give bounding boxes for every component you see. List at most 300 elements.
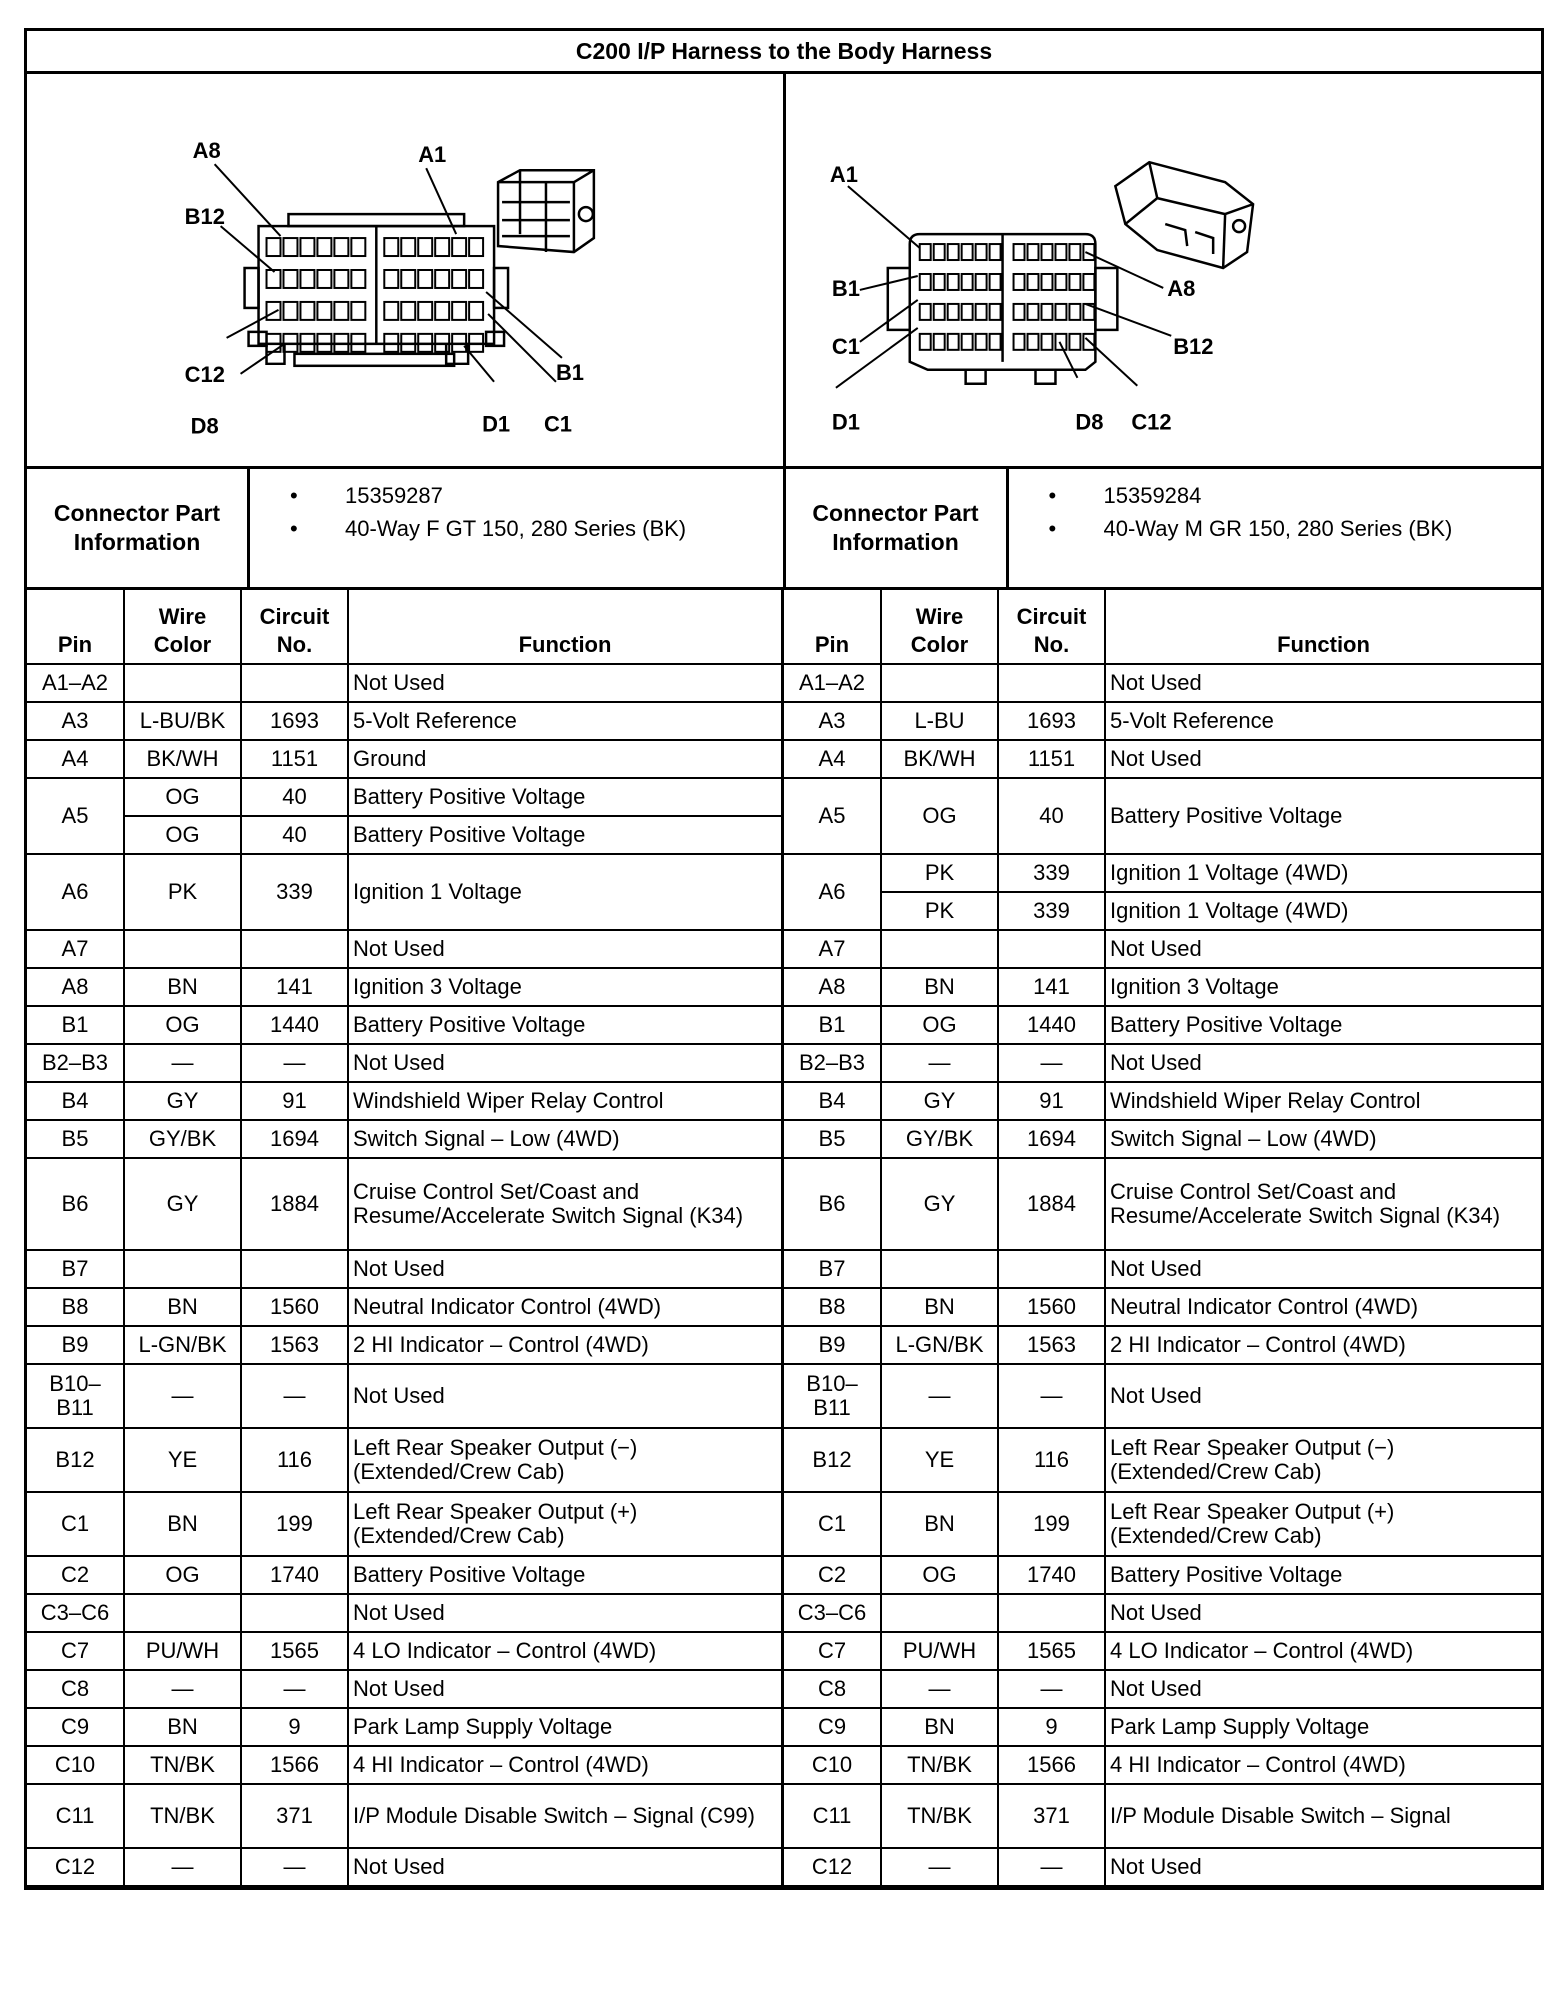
cell-circuit-no: 9 [998, 1708, 1105, 1746]
cell-wire-color [881, 1594, 998, 1632]
cell-wire-color: PK [881, 854, 998, 892]
pin-cavity [283, 270, 297, 288]
table-row [27, 816, 783, 854]
table-row [27, 740, 783, 778]
pin-cavity [452, 270, 466, 288]
cell-wire-color: — [124, 1670, 241, 1708]
pin-cavity [989, 334, 1000, 350]
pinout-tables [27, 590, 1541, 1887]
cell-circuit-no: 1560 [998, 1288, 1105, 1326]
pin-cavity [1013, 334, 1024, 350]
connector-info-row [27, 469, 1541, 590]
header-wire-color: Wire Color [881, 590, 998, 664]
table-row [27, 702, 783, 740]
pin-label-d1: D1 [482, 411, 511, 437]
cell-circuit-no: 1151 [998, 740, 1105, 778]
table-row [784, 702, 1541, 740]
pin-cavity [1013, 244, 1024, 260]
cell-pin: B6 [27, 1158, 124, 1250]
left-pinout-table [27, 590, 784, 1887]
pin-cavity [947, 304, 958, 320]
pin-cavity [334, 238, 348, 256]
cell-wire-color: GY/BK [124, 1120, 241, 1158]
cell-circuit-no [241, 1250, 348, 1288]
pin-cavity [1027, 334, 1038, 350]
cell-pin: C10 [27, 1746, 124, 1784]
cell-circuit-no: — [241, 1670, 348, 1708]
cell-pin: C11 [784, 1784, 881, 1848]
table-row [27, 664, 783, 702]
cell-wire-color: OG [124, 778, 241, 816]
cell-circuit-no: 1566 [998, 1746, 1105, 1784]
pin-cavity [469, 238, 483, 256]
table-row [27, 778, 783, 816]
pin-cavity [384, 238, 398, 256]
table-row [784, 854, 1541, 892]
table-row [784, 1120, 1541, 1158]
cell-function: I/P Module Disable Switch – Signal (C99) [348, 1784, 783, 1848]
cell-circuit-no: 199 [241, 1492, 348, 1556]
cell-circuit-no: 9 [241, 1708, 348, 1746]
right-connector-info [786, 469, 1542, 587]
cell-function: Not Used [348, 930, 783, 968]
pin-label-c12: C12 [184, 361, 225, 387]
pin-cavity [334, 302, 348, 320]
cell-circuit-no: 141 [241, 968, 348, 1006]
cell-circuit-no: 339 [998, 854, 1105, 892]
table-row [784, 740, 1541, 778]
cell-pin: A8 [27, 968, 124, 1006]
pin-label-a1: A1 [418, 142, 447, 168]
cell-wire-color: OG [881, 778, 998, 854]
table-row [27, 1784, 783, 1848]
cell-pin: C9 [27, 1708, 124, 1746]
connector-3d-view [1115, 162, 1253, 268]
pin-cavity [961, 304, 972, 320]
cell-wire-color [881, 930, 998, 968]
pin-cavity [919, 244, 930, 260]
pin-cavity [947, 244, 958, 260]
cell-wire-color [881, 664, 998, 702]
cell-function: Battery Positive Voltage [1105, 1556, 1541, 1594]
cell-pin: B8 [27, 1288, 124, 1326]
diagram-row [27, 74, 1541, 469]
cell-function: Ignition 1 Voltage (4WD) [1105, 892, 1541, 930]
pin-cavity [989, 274, 1000, 290]
cell-pin: A1–A2 [27, 664, 124, 702]
cell-wire-color: TN/BK [881, 1784, 998, 1848]
cell-function: Not Used [1105, 664, 1541, 702]
cell-circuit-no: — [998, 1848, 1105, 1886]
table-row [27, 1746, 783, 1784]
cell-circuit-no: 91 [998, 1082, 1105, 1120]
cell-wire-color: GY/BK [881, 1120, 998, 1158]
cell-pin: C8 [27, 1670, 124, 1708]
cell-function: 2 HI Indicator – Control (4WD) [348, 1326, 783, 1364]
pin-cavity [452, 302, 466, 320]
pin-cavity [317, 270, 331, 288]
cell-circuit-no [998, 1250, 1105, 1288]
table-row [27, 1082, 783, 1120]
table-row [27, 1044, 783, 1082]
pin-label-b1: B1 [555, 359, 584, 385]
table-row [27, 1848, 783, 1886]
table-row [784, 1250, 1541, 1288]
pin-cavity [961, 274, 972, 290]
cell-wire-color: L-BU [881, 702, 998, 740]
pin-cavity [452, 238, 466, 256]
cell-wire-color: BN [881, 968, 998, 1006]
cell-function: Left Rear Speaker Output (+) (Extended/Crew Cab) [348, 1492, 783, 1556]
connector-sheet [24, 28, 1544, 1890]
pin-cavity [469, 302, 483, 320]
table-row [27, 1492, 783, 1556]
cell-wire-color: GY [124, 1082, 241, 1120]
pin-cavity [975, 304, 986, 320]
table-row [27, 1708, 783, 1746]
table-row [27, 1326, 783, 1364]
cell-circuit-no [241, 664, 348, 702]
cell-function: Windshield Wiper Relay Control [1105, 1082, 1541, 1120]
cell-wire-color: — [881, 1670, 998, 1708]
cell-wire-color: OG [124, 816, 241, 854]
header-function: Function [1105, 590, 1541, 664]
cell-function: 4 HI Indicator – Control (4WD) [348, 1746, 783, 1784]
cell-circuit-no: 1565 [241, 1632, 348, 1670]
pin-cavity [1027, 304, 1038, 320]
cell-circuit-no [241, 930, 348, 968]
pin-cavity [1027, 244, 1038, 260]
cell-circuit-no: 1566 [241, 1746, 348, 1784]
pin-cavity [1069, 244, 1080, 260]
cell-pin: C7 [27, 1632, 124, 1670]
left-connector-info [27, 469, 786, 587]
cell-function: Cruise Control Set/Coast and Resume/Accelerate Switch Signal (K34) [348, 1158, 783, 1250]
pin-cavity [975, 334, 986, 350]
header-function: Function [348, 590, 783, 664]
pin-cavity [469, 270, 483, 288]
pin-cavity [317, 302, 331, 320]
table-row [27, 1250, 783, 1288]
cell-circuit-no [241, 1594, 348, 1632]
cell-circuit-no: 1884 [998, 1158, 1105, 1250]
female-connector-drawing [27, 74, 783, 466]
cell-circuit-no: 1440 [998, 1006, 1105, 1044]
cell-function: Not Used [1105, 1250, 1541, 1288]
cell-wire-color: BK/WH [881, 740, 998, 778]
cell-pin: B10–B11 [784, 1364, 881, 1428]
pin-cavity [435, 302, 449, 320]
cell-function: 4 LO Indicator – Control (4WD) [1105, 1632, 1541, 1670]
table-row [27, 1158, 783, 1250]
header-pin: Pin [784, 590, 881, 664]
pin-cavity [1041, 274, 1052, 290]
pin-cavity [1083, 274, 1094, 290]
cell-wire-color: — [124, 1848, 241, 1886]
cell-function: Not Used [348, 1670, 783, 1708]
pin-label-a8: A8 [1166, 275, 1195, 301]
right-connector-diagram [786, 74, 1542, 466]
cell-wire-color [124, 664, 241, 702]
header-circuit-no: Circuit No. [241, 590, 348, 664]
cell-pin: C2 [27, 1556, 124, 1594]
table-row [784, 1708, 1541, 1746]
table-row [784, 968, 1541, 1006]
cell-pin: B6 [784, 1158, 881, 1250]
cell-function: Not Used [1105, 1044, 1541, 1082]
pin-label-c12: C12 [1130, 409, 1172, 435]
table-row [784, 1670, 1541, 1708]
cell-circuit-no: 1884 [241, 1158, 348, 1250]
pin-cavity [1069, 304, 1080, 320]
table-row [784, 1006, 1541, 1044]
cell-pin: C1 [784, 1492, 881, 1556]
cell-wire-color: OG [124, 1006, 241, 1044]
pin-cavity [933, 304, 944, 320]
pin-cavity [401, 270, 415, 288]
cell-circuit-no: 339 [241, 854, 348, 930]
cell-function: Not Used [348, 664, 783, 702]
pin-cavity [401, 302, 415, 320]
table-row [784, 664, 1541, 702]
pin-cavity [919, 274, 930, 290]
cell-wire-color: GY [881, 1082, 998, 1120]
pin-label-d8: D8 [1074, 409, 1103, 435]
cell-function: Not Used [348, 1044, 783, 1082]
left-connector-diagram [27, 74, 786, 466]
cell-pin: B2–B3 [784, 1044, 881, 1082]
cell-function: Ignition 1 Voltage [348, 854, 783, 930]
cell-function: Cruise Control Set/Coast and Resume/Accelerate Switch Signal (K34) [1105, 1158, 1541, 1250]
cell-pin: C8 [784, 1670, 881, 1708]
cell-wire-color: PU/WH [124, 1632, 241, 1670]
cell-wire-color: BN [881, 1708, 998, 1746]
cell-wire-color: BN [124, 1492, 241, 1556]
cell-wire-color: PK [124, 854, 241, 930]
cell-circuit-no: 1740 [998, 1556, 1105, 1594]
table-row [784, 1288, 1541, 1326]
cell-wire-color: — [881, 1848, 998, 1886]
cell-function: Left Rear Speaker Output (−) (Extended/Crew Cab) [348, 1428, 783, 1492]
cell-pin: C1 [27, 1492, 124, 1556]
cell-pin: A4 [27, 740, 124, 778]
table-row [27, 1594, 783, 1632]
pin-cavity [1083, 244, 1094, 260]
cell-pin: A3 [784, 702, 881, 740]
pin-cavity [1041, 334, 1052, 350]
cell-function: Ignition 1 Voltage (4WD) [1105, 854, 1541, 892]
cell-wire-color: — [124, 1044, 241, 1082]
cell-function: Battery Positive Voltage [348, 1006, 783, 1044]
pin-cavity [1027, 274, 1038, 290]
pin-label-a8: A8 [192, 138, 221, 164]
connector-3d-view [498, 170, 594, 252]
cell-wire-color: GY [124, 1158, 241, 1250]
cell-pin: B1 [27, 1006, 124, 1044]
cell-function: Battery Positive Voltage [348, 1556, 783, 1594]
cell-pin: A7 [784, 930, 881, 968]
pin-cavity [351, 238, 365, 256]
table-row [27, 1670, 783, 1708]
cell-function: 4 HI Indicator – Control (4WD) [1105, 1746, 1541, 1784]
cell-function: Ignition 3 Voltage [348, 968, 783, 1006]
cell-wire-color: PK [881, 892, 998, 930]
cell-function: Ground [348, 740, 783, 778]
cell-circuit-no: — [998, 1670, 1105, 1708]
cell-pin: A3 [27, 702, 124, 740]
cell-circuit-no: 1560 [241, 1288, 348, 1326]
pin-cavity [418, 302, 432, 320]
cell-pin: C12 [784, 1848, 881, 1886]
cell-wire-color: BN [881, 1492, 998, 1556]
cell-circuit-no: 40 [241, 816, 348, 854]
cell-circuit-no: 1563 [241, 1326, 348, 1364]
cell-pin: A6 [784, 854, 881, 930]
cell-circuit-no: 40 [241, 778, 348, 816]
cell-function: Not Used [1105, 930, 1541, 968]
table-row [27, 968, 783, 1006]
pin-label-d1: D1 [831, 409, 860, 435]
pin-cavity [300, 270, 314, 288]
cell-circuit-no: — [241, 1044, 348, 1082]
cell-pin: B5 [784, 1120, 881, 1158]
cell-wire-color [124, 1250, 241, 1288]
table-row [784, 930, 1541, 968]
pin-cavity [947, 274, 958, 290]
cell-function: Battery Positive Voltage [348, 778, 783, 816]
cell-pin: B9 [27, 1326, 124, 1364]
connector-info-list [250, 469, 783, 587]
cell-wire-color: — [124, 1364, 241, 1428]
table-row [784, 1044, 1541, 1082]
cell-circuit-no [998, 930, 1105, 968]
cell-function: Switch Signal – Low (4WD) [1105, 1120, 1541, 1158]
cell-pin: A8 [784, 968, 881, 1006]
connector-info-label: Connector Part Information [27, 469, 250, 587]
cell-wire-color: OG [881, 1556, 998, 1594]
pin-cavity [1041, 244, 1052, 260]
connector-description: • 40-Way M GR 150, 280 Series (BK) [1049, 512, 1542, 545]
table-row [784, 1848, 1541, 1886]
cell-circuit-no: 1440 [241, 1006, 348, 1044]
cell-function: Neutral Indicator Control (4WD) [1105, 1288, 1541, 1326]
cell-function: I/P Module Disable Switch – Signal [1105, 1784, 1541, 1848]
cell-pin: C10 [784, 1746, 881, 1784]
cell-pin: C11 [27, 1784, 124, 1848]
cell-function: Battery Positive Voltage [348, 816, 783, 854]
table-row [784, 1784, 1541, 1848]
cell-pin: A7 [27, 930, 124, 968]
pin-cavity [334, 270, 348, 288]
cell-circuit-no: 40 [998, 778, 1105, 854]
cell-wire-color: OG [881, 1006, 998, 1044]
pin-cavity [267, 238, 281, 256]
cell-circuit-no: 1151 [241, 740, 348, 778]
cell-pin: C7 [784, 1632, 881, 1670]
cell-pin: C3–C6 [27, 1594, 124, 1632]
pin-label-c1: C1 [831, 333, 860, 359]
cell-function: Not Used [348, 1250, 783, 1288]
pin-cavity [919, 304, 930, 320]
pin-label-d8: D8 [190, 413, 219, 439]
cell-pin: A1–A2 [784, 664, 881, 702]
cell-pin: B2–B3 [27, 1044, 124, 1082]
cell-pin: B1 [784, 1006, 881, 1044]
table-row [784, 1428, 1541, 1492]
cell-function: 5-Volt Reference [348, 702, 783, 740]
cell-function: Battery Positive Voltage [1105, 1006, 1541, 1044]
pin-cavity [1041, 304, 1052, 320]
cell-wire-color [124, 1594, 241, 1632]
table-row [27, 1120, 783, 1158]
pin-cavity [267, 270, 281, 288]
cell-circuit-no: — [241, 1848, 348, 1886]
pin-label-b12: B12 [184, 204, 225, 230]
connector-info-label: Connector Part Information [786, 469, 1009, 587]
table-row [784, 1158, 1541, 1250]
cell-function: Not Used [348, 1594, 783, 1632]
table-row [27, 1632, 783, 1670]
cell-pin: B7 [784, 1250, 881, 1288]
part-number: • 15359287 [290, 479, 783, 512]
cell-circuit-no: — [998, 1044, 1105, 1082]
table-row [784, 1492, 1541, 1556]
cell-circuit-no: 116 [998, 1428, 1105, 1492]
cell-circuit-no: 1563 [998, 1326, 1105, 1364]
pin-cavity [384, 270, 398, 288]
cell-wire-color: BN [124, 1708, 241, 1746]
cell-function: Not Used [1105, 740, 1541, 778]
pin-label-b1: B1 [831, 275, 860, 301]
cell-pin: B4 [784, 1082, 881, 1120]
pin-cavity [1013, 274, 1024, 290]
cell-circuit-no: 371 [241, 1784, 348, 1848]
table-row [784, 1364, 1541, 1428]
cell-wire-color: OG [124, 1556, 241, 1594]
cell-function: Left Rear Speaker Output (+) (Extended/Crew Cab) [1105, 1492, 1541, 1556]
pin-cavity [933, 334, 944, 350]
cell-circuit-no: 1693 [998, 702, 1105, 740]
pin-cavity [919, 334, 930, 350]
pin-cavity [989, 244, 1000, 260]
table-row [784, 1326, 1541, 1364]
page-title: C200 I/P Harness to the Body Harness [27, 31, 1541, 74]
pin-cavity [401, 238, 415, 256]
pin-cavity [933, 274, 944, 290]
table-row [27, 1288, 783, 1326]
pin-label-a1: A1 [829, 162, 858, 188]
cell-wire-color: L-GN/BK [881, 1326, 998, 1364]
table-row [784, 892, 1541, 930]
table-row [27, 1364, 783, 1428]
cell-function: Not Used [1105, 1670, 1541, 1708]
pin-cavity [435, 238, 449, 256]
cell-pin: B7 [27, 1250, 124, 1288]
cell-circuit-no: 1740 [241, 1556, 348, 1594]
cell-pin: A6 [27, 854, 124, 930]
pin-label-b12: B12 [1172, 333, 1213, 359]
cell-wire-color: BK/WH [124, 740, 241, 778]
table-row [784, 778, 1541, 854]
pin-cavity [961, 244, 972, 260]
male-connector-drawing [786, 74, 1542, 466]
pin-cavity [418, 270, 432, 288]
cell-wire-color [881, 1250, 998, 1288]
cell-wire-color [124, 930, 241, 968]
cell-pin: C3–C6 [784, 1594, 881, 1632]
table-row [27, 1556, 783, 1594]
cell-wire-color: L-BU/BK [124, 702, 241, 740]
